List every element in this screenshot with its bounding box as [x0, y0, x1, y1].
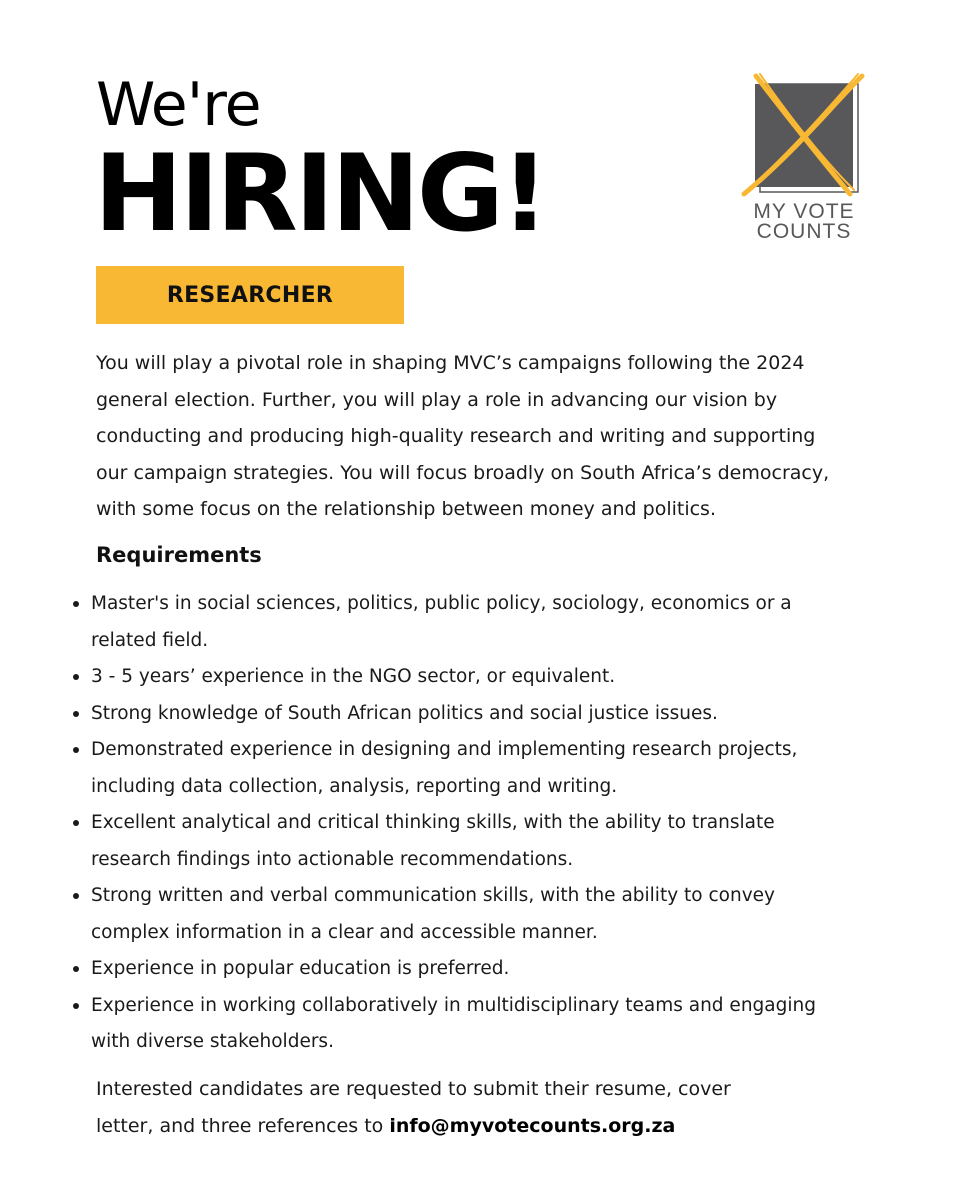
logo-text-line1: MY VOTE	[753, 200, 855, 223]
list-item-text: research findings into actionable recommendations.	[91, 848, 574, 870]
ballot-cross-icon	[740, 72, 868, 198]
bullet-icon	[73, 820, 79, 826]
list-item	[91, 878, 911, 951]
headline-were: We're	[96, 70, 261, 140]
bullet-icon	[73, 966, 79, 972]
list-item-text: Strong written and verbal communication skills, with the ability to convey	[91, 885, 775, 906]
role-badge	[96, 266, 404, 324]
intro-line: our campaign strategies. You will focus broadly on South Africa’s democracy,	[96, 461, 830, 484]
email-address: info@myvotecounts.org.za	[389, 1114, 676, 1137]
list-item	[91, 732, 911, 805]
list-item-text: Experience in popular education is preferred.	[91, 958, 510, 979]
list-item-text: Demonstrated experience in designing and implementing research projects,	[91, 739, 798, 760]
list-item-text: related field.	[91, 629, 209, 651]
requirements-heading: Requirements	[96, 543, 262, 567]
list-item	[91, 659, 911, 696]
bullet-icon	[73, 893, 79, 899]
logo-text-line2: COUNTS	[756, 220, 852, 243]
list-item	[91, 951, 911, 988]
closing-line	[96, 1108, 896, 1145]
closing-prefix: letter, and three references to	[96, 1114, 390, 1137]
list-item-text: including data collection, analysis, reporting and writing.	[91, 775, 618, 797]
bullet-icon	[73, 711, 79, 717]
intro-line: conducting and producing high-quality research and writing and supporting	[96, 425, 816, 447]
bullet-icon	[73, 601, 79, 607]
intro-line: You will play a pivotal role in shaping MVC’s campaigns following the 2024	[96, 352, 805, 374]
list-item	[91, 586, 911, 659]
list-item-text: Strong knowledge of South African politics and social justice issues.	[91, 702, 718, 724]
list-item-text: with diverse stakeholders.	[91, 1031, 334, 1052]
bullet-icon	[73, 747, 79, 753]
intro-paragraph	[96, 345, 896, 528]
list-item-text: Experience in working collaboratively in multidisciplinary teams and engaging	[91, 994, 816, 1016]
closing-paragraph	[96, 1071, 896, 1144]
list-item-text: 3 - 5 years’ experience in the NGO sector, or equivalent.	[91, 666, 616, 687]
my-vote-counts-logo	[740, 72, 868, 242]
closing-line: Interested candidates are requested to submit their resume, cover	[96, 1078, 731, 1100]
list-item-text: Excellent analytical and critical thinking skills, with the ability to translate	[91, 812, 775, 833]
list-item	[91, 988, 911, 1061]
bullet-icon	[73, 1003, 79, 1009]
requirements-list	[91, 586, 911, 1061]
list-item	[91, 696, 911, 733]
intro-line: with some focus on the relationship between money and politics.	[96, 498, 716, 520]
bullet-icon	[73, 674, 79, 680]
list-item-text: Master's in social sciences, politics, public policy, sociology, economics or a	[91, 593, 792, 614]
role-label: RESEARCHER	[166, 282, 334, 308]
list-item	[91, 805, 911, 878]
list-item-text: complex information in a clear and accessible manner.	[91, 921, 598, 943]
headline-hiring: HIRING!	[94, 132, 547, 255]
intro-line: general election. Further, you will play a role in advancing our vision by	[96, 388, 778, 411]
